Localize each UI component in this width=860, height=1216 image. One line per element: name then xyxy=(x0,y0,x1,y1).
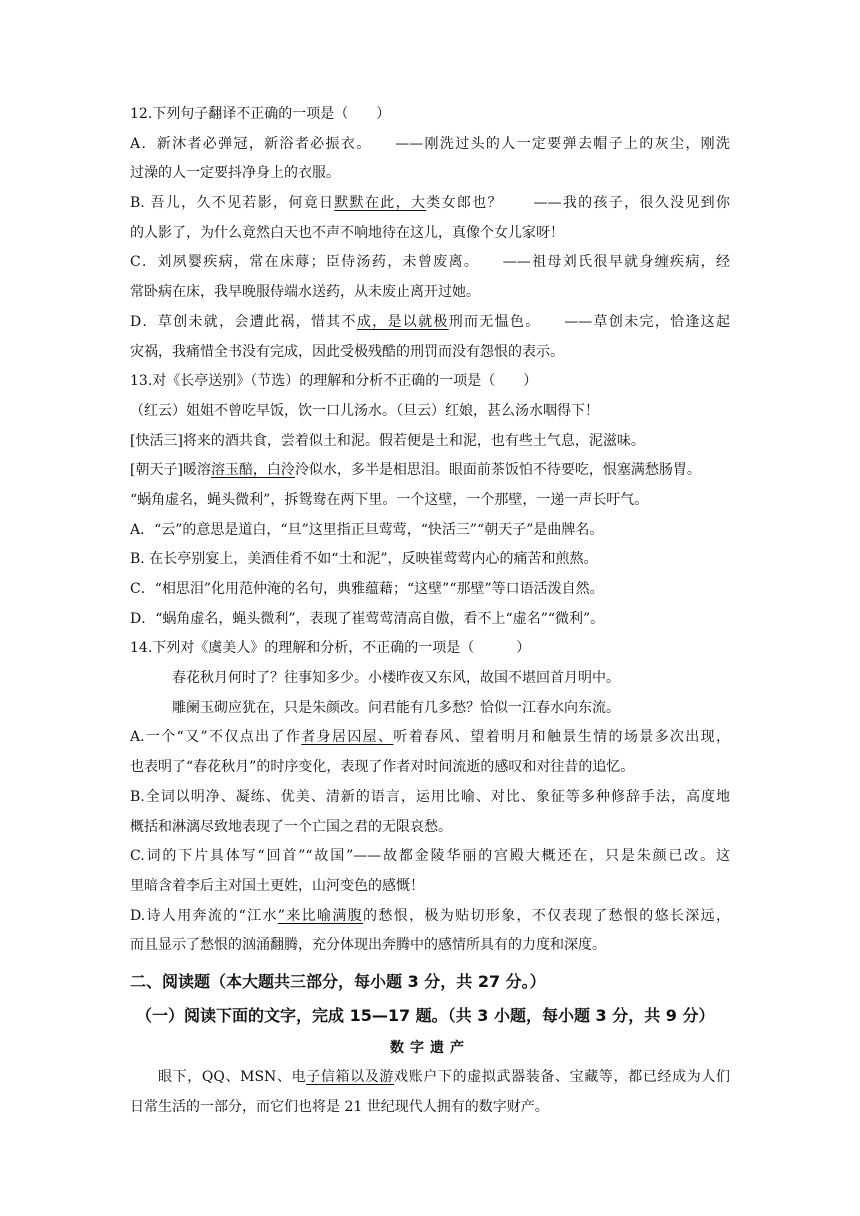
page-content xyxy=(130,100,730,1122)
section-heading: 二、阅读题（本大题共三部分，每小题 3 分，共 27 分。） xyxy=(130,971,546,991)
q12-b-text-rest: 类女郎也？ ——我的孩子，很久没见到你 xyxy=(426,195,730,212)
q13-passage-line2: [快活三]将来的酒共食，尝着似土和泥。假若便是土和泥，也有些土气息，泥滋味。 xyxy=(130,432,645,449)
q13-option-b: B. 在长亭别宴上，美酒佳肴不如“土和泥”，反映崔莺莺内心的痛苦和煎熬。 xyxy=(130,551,598,568)
q12-option-c-line2: 常卧病在床，我早晚服侍端水送药，从未废止离开过她。 xyxy=(130,284,480,301)
q14-d-underlined: ”来比喻满腹 xyxy=(277,907,364,924)
q12-option-a-line1: A．新沐者必弹冠，新浴者必振衣。 ——刚洗过头的人一定要弹去帽子上的灰尘，刚洗 xyxy=(130,135,730,152)
q13-option-c: C．“相思泪”化用范仲淹的名句，典雅蕴藉；“这壁”“那壁”等口语活泼自然。 xyxy=(130,581,604,597)
q12-d-text: D．草创未就，会遭此祸，惜其不 xyxy=(130,313,357,330)
q12-b-text: B. 吾儿，久不见若影，何竟日 xyxy=(130,195,335,212)
q14-option-d-line1 xyxy=(130,902,730,932)
q14-poem-line1: 春花秋月何时了？往事知多少。小楼昨夜又东风，故国不堪回首月明中。 xyxy=(172,670,620,687)
q13-p3-text-rest: 泠似水，多半是相思泪。眼面前茶饭怕不待要吃，恨塞满愁肠胃。 xyxy=(294,462,701,479)
q13-p3-underlined: 溶玉醅，白泠 xyxy=(210,462,295,479)
q13-p3-text: [朝天子]暖溶 xyxy=(130,462,211,479)
article-text: 眼下，QQ、MSN、电 xyxy=(158,1068,307,1085)
q14-poem-line2: 雕阑玉砌应犹在，只是朱颜改。问君能有几多愁？恰似一江春水向东流。 xyxy=(172,699,620,716)
q14-a-text: A.一个“又”不仅点出了作 xyxy=(130,729,302,746)
q14-a-underlined: 者身居囚屋、 xyxy=(301,729,394,746)
q14-option-c-line1: C.词的下片具体写“回首”“故国”——故都金陵华丽的宫殿大概还在，只是朱颜已改。这 xyxy=(130,848,730,865)
q12-stem: 12.下列句子翻译不正确的一项是（ ） xyxy=(130,106,391,122)
article-underlined: 子信箱以及游 xyxy=(306,1068,395,1085)
q12-option-c-line1: C．刘夙婴疾病，常在床蓐；臣侍汤药，未曾废离。 ——祖母刘氏很早就身缠疾病，经 xyxy=(130,254,730,271)
q13-option-a: A．“云”的意思是道白，“旦”这里指正旦莺莺，“快活三”“朝天子”是曲牌名。 xyxy=(130,521,604,538)
q14-d-text: D.诗人用奔流的“江水 xyxy=(130,907,278,924)
q12-d-text-rest: 刑而无愠色。 ——草创未完，恰逢这起 xyxy=(448,313,730,330)
q13-passage-line3 xyxy=(130,456,730,486)
q12-option-b-line2: 的人影了，为什么竟然白天也不声不响地待在这儿，真像个女儿家呀！ xyxy=(130,224,564,241)
q12-option-d-line2: 灾祸，我痛惜全书没有完成，因此受极残酷的刑罚而没有怨恨的表示。 xyxy=(130,343,564,360)
q14-option-c-line2: 里暗含着李后主对国土更姓，山河变色的感慨！ xyxy=(130,877,424,894)
subsection-heading: （一）阅读下面的文字，完成 15—17 题。（共 3 小题，每小题 3 分，共 9 分） xyxy=(136,1005,715,1025)
q12-option-b-line1 xyxy=(130,189,730,219)
q14-stem: 14.下列对《虞美人》的理解和分析，不正确的一项是（ ） xyxy=(130,640,531,657)
q12-d-underlined: 成，是以就极 xyxy=(356,313,449,330)
q12-option-a-line2: 过澡的人一定要抖净身上的衣服。 xyxy=(130,165,340,182)
article-para-line2: 日常生活的一部分，而它们也将是 21 世纪现代人拥有的数字财产。 xyxy=(130,1098,549,1115)
q14-option-b-line2: 概括和淋漓尽致地表现了一个亡国之君的无限哀愁。 xyxy=(130,818,452,835)
q14-a-text-rest: 听着春风、望着明月和触景生情的场景多次出现， xyxy=(393,729,730,746)
q14-d-text-rest: 的愁恨，极为贴切形象，不仅表现了愁恨的悠长深远， xyxy=(363,907,730,924)
q13-stem: 13.对《长亭送别》（节选）的理解和分析不正确的一项是（ ） xyxy=(130,373,538,390)
q14-option-b-line1: B.全词以明净、凝练、优美、清新的语言，运用比喻、对比、象征等多种修辞手法，高度地 xyxy=(130,788,730,805)
q14-option-a-line1 xyxy=(130,723,730,753)
q12-b-underlined: 默默在此，大 xyxy=(334,195,427,212)
q13-option-d: D．“蜗角虚名，蝇头微利”，表现了崔莺莺清高自傲，看不上“虚名”“微利”。 xyxy=(130,610,605,627)
article-para-line1 xyxy=(130,1063,730,1093)
q14-option-d-line2: 而且显示了愁恨的汹涌翻腾，充分体现出奔腾中的感情所具有的力度和深度。 xyxy=(130,937,606,954)
article-title: 数字遗产 xyxy=(390,1039,470,1056)
q14-option-a-line2: 也表明了“春花秋月”的时序变化，表现了作者对时间流逝的感叹和对往昔的追忆。 xyxy=(130,759,635,776)
article-text-rest: 戏账户下的虚拟武器装备、宝藏等，都已经成为人们 xyxy=(394,1068,730,1085)
q13-passage-line1: （红云）姐姐不曾吃早饭，饮一口儿汤水。（旦云）红娘，甚么汤水咽得下！ xyxy=(130,402,599,419)
q13-passage-line4: “蜗角虚名，蝇头微利”，拆鸳鸯在两下里。一个这壁，一个那壁，一递一声长吁气。 xyxy=(130,491,649,508)
q12-option-d-line1 xyxy=(130,308,730,338)
